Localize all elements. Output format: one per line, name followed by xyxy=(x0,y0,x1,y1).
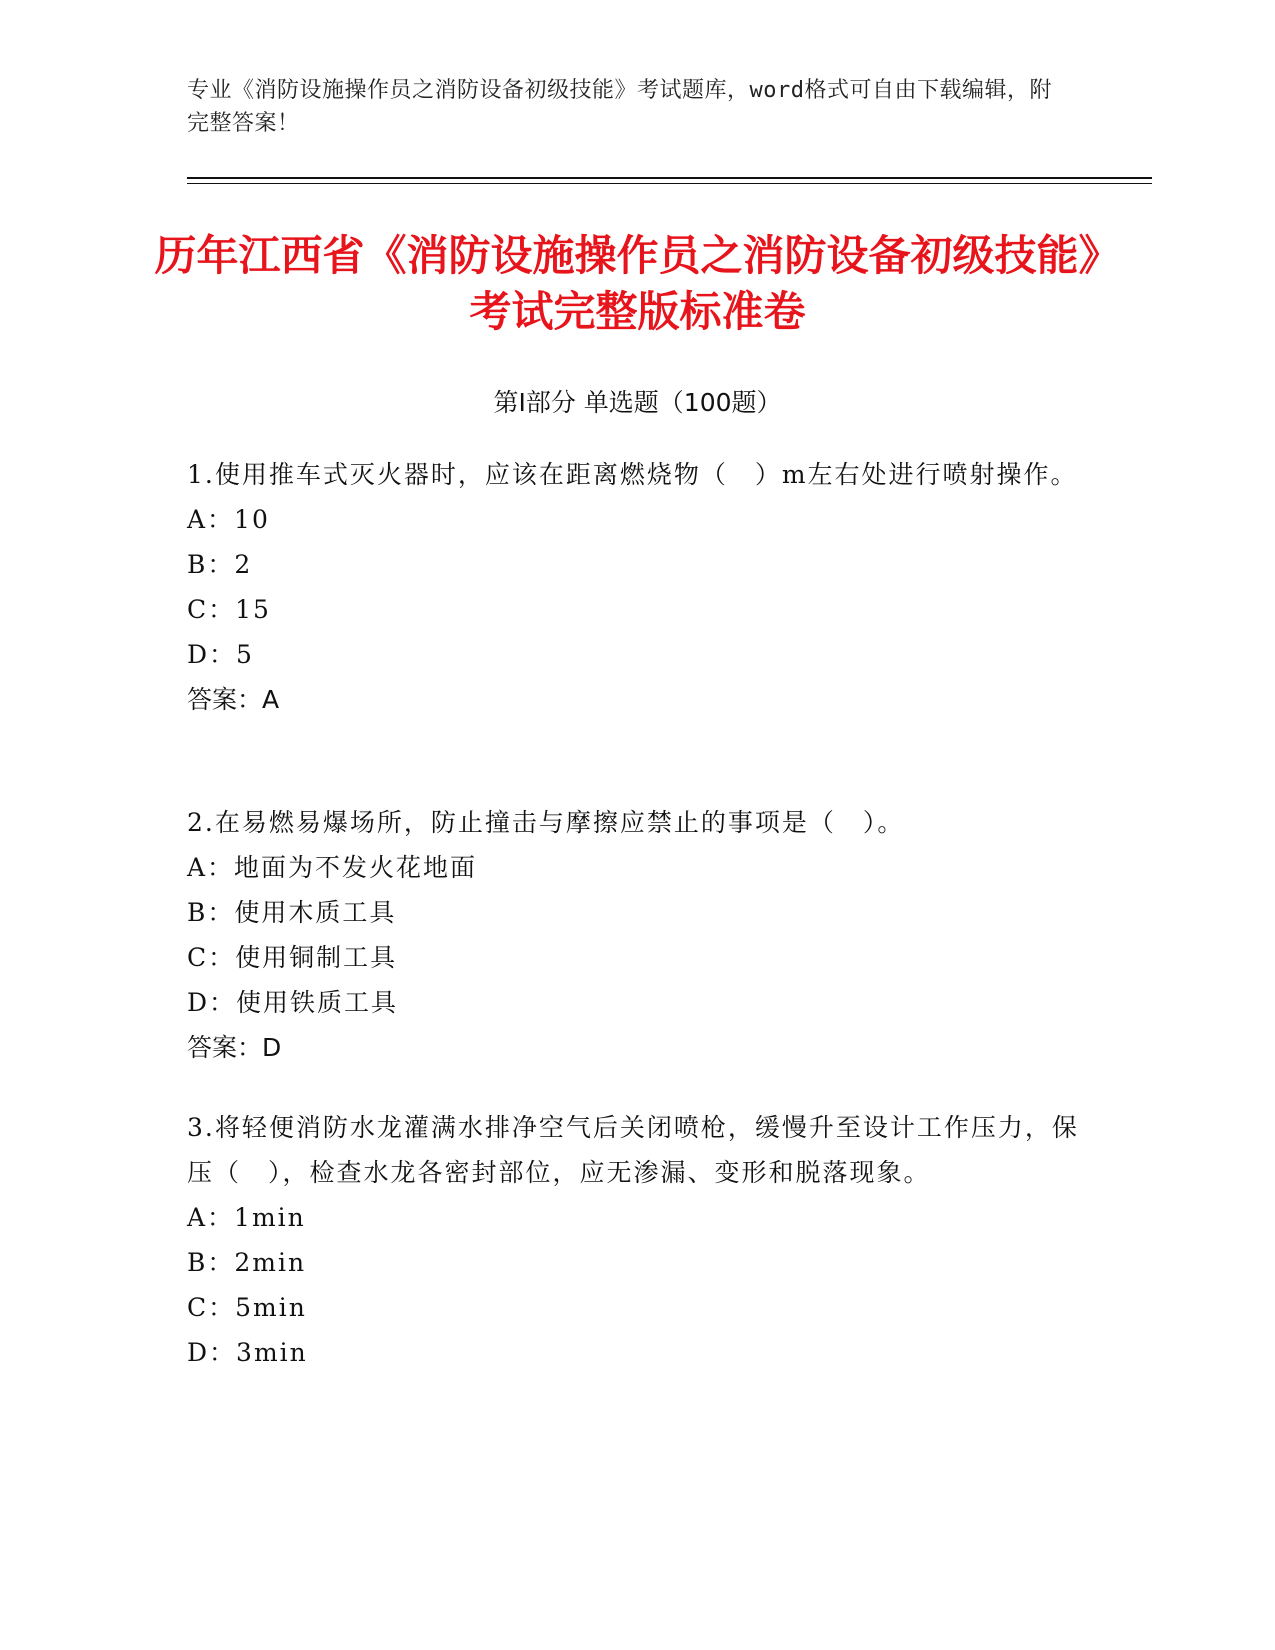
option-b: B：使用木质工具 xyxy=(187,898,397,927)
question-1 xyxy=(187,452,1087,722)
option-b: B：2min xyxy=(187,1248,307,1277)
section-title: 第Ⅰ部分 单选题（100题） xyxy=(493,388,782,417)
option-a: A：1min xyxy=(187,1203,306,1232)
option-d: D：5 xyxy=(187,640,254,669)
question-text: 3.将轻便消防水龙灌满水排净空气后关闭喷枪，缓慢升至设计工作压力，保压（ ），检查水龙各密封部位，应无渗漏、变形和脱落现象。 xyxy=(187,1113,1079,1187)
option-c: C：使用铜制工具 xyxy=(187,943,398,972)
question-text: 2.在易燃易爆场所，防止撞击与摩擦应禁止的事项是（ ）。 xyxy=(187,808,905,837)
question-3 xyxy=(187,1105,1087,1375)
option-d: D：使用铁质工具 xyxy=(187,988,399,1017)
header-divider-thin xyxy=(187,183,1152,184)
header-note: 专业《消防设施操作员之消防设备初级技能》考试题库，word格式可自由下载编辑，附完整答案！ xyxy=(187,78,1052,136)
option-a: A：地面为不发火花地面 xyxy=(187,853,478,882)
document-title: 历年江西省《消防设施操作员之消防设备初级技能》考试完整版标准卷 xyxy=(154,231,1121,336)
answer: 答案：D xyxy=(187,1033,282,1062)
option-a: A：10 xyxy=(187,505,270,534)
option-b: B：2 xyxy=(187,550,253,579)
header-divider-thick xyxy=(187,177,1152,179)
answer: 答案：A xyxy=(187,685,280,714)
option-c: C：15 xyxy=(187,595,271,624)
option-d: D：3min xyxy=(187,1338,308,1367)
option-c: C：5min xyxy=(187,1293,307,1322)
question-2 xyxy=(187,800,1087,1070)
question-text: 1.使用推车式灭火器时，应该在距离燃烧物（ ）m左右处进行喷射操作。 xyxy=(187,460,1078,489)
